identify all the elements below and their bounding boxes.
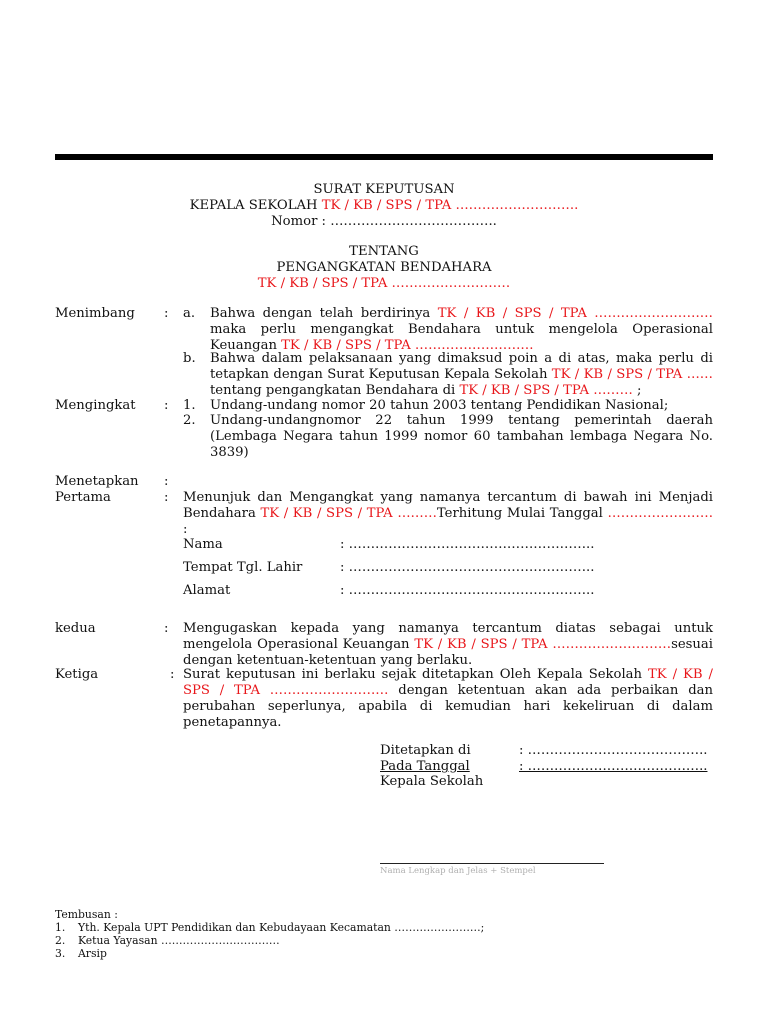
ketiga-part2: dengan ketentuan akan ada perbaikan dan perubahan seperlunya, apabila di kemudian hari kekeliruan di dalam penetapannya.: [183, 683, 713, 730]
mengingat-item-1: Undang-undang nomor 20 tahun 2003 tentang Pendidikan Nasional;: [210, 398, 669, 413]
issuer-text: KEPALA SEKOLAH: [189, 198, 322, 213]
tembusan-title: Tembusan :: [55, 908, 118, 921]
menimbang-a-placeholder2: TK / KB / SPS / TPA ………………………: [281, 338, 534, 353]
tembusan-2-num: 2.: [55, 934, 66, 947]
field-nama-value: : ………………………………………………..: [340, 537, 595, 552]
menimbang-b-text: [210, 351, 713, 399]
tembusan-item-1: Yth. Kepala UPT Pendidikan dan Kebudayaan Kecamatan ……………………;: [78, 921, 485, 934]
menimbang-b-placeholder1: TK / KB / SPS / TPA ……: [551, 367, 713, 382]
mengingat-label: Mengingkat: [55, 398, 136, 413]
pertama-placeholder1: TK / KB / SPS / TPA ………: [260, 506, 437, 521]
kedua-placeholder: TK / KB / SPS / TPA ………………………: [414, 637, 672, 652]
field-ttl-value: : ………………………………………………..: [340, 560, 595, 575]
nomor-line: Nomor : ………………………………..: [271, 214, 497, 229]
field-alamat-value: : ………………………………………………..: [340, 583, 595, 598]
menimbang-b-part1: Bahwa dalam pelaksanaan yang dimaksud poin a di atas, maka perlu di tetapkan dengan Surat Keputusan Kepala Sekolah: [210, 351, 713, 382]
pertama-colon: :: [164, 490, 169, 505]
menimbang-a-placeholder1: TK / KB / SPS / TPA ………………………: [437, 306, 713, 321]
menimbang-a-marker: a.: [183, 306, 196, 321]
field-ttl-label: Tempat Tgl. Lahir: [183, 560, 303, 575]
menimbang-b-part3: ;: [632, 383, 642, 398]
kepala-sekolah-label: Kepala Sekolah: [380, 774, 484, 789]
menimbang-a-part1: Bahwa dengan telah berdirinya: [210, 306, 438, 321]
tembusan-3-num: 3.: [55, 947, 66, 960]
kedua-colon: :: [164, 621, 169, 636]
tanggal-value: : …………………………………..: [519, 759, 708, 774]
signature-caption: Nama Lengkap dan Jelas + Stempel: [380, 866, 536, 876]
pertama-text: [183, 490, 713, 538]
tembusan-item-3: Arsip: [78, 947, 107, 960]
tentang-label: TENTANG: [349, 244, 419, 259]
subject-title: PENGANGKATAN BENDAHARA: [276, 260, 492, 275]
field-alamat-label: Alamat: [183, 583, 231, 598]
mengingat-colon: :: [164, 398, 169, 413]
header-rule: [55, 154, 713, 160]
issuer-placeholder: TK / KB / SPS / TPA ……………………….: [321, 198, 579, 213]
menimbang-label: Menimbang: [55, 306, 135, 321]
pertama-part1: Menunjuk dan Mengangkat yang namanya tercantum di bawah ini Menjadi Bendahara: [183, 490, 713, 521]
menimbang-a-text: [210, 306, 713, 354]
mengingat-item-2: Undang-undangnomor 22 tahun 1999 tentang pemerintah daerah (Lembaga Negara tahun 1999 nomor 60 tambahan lembaga Negara No. 3839): [210, 413, 713, 460]
ketiga-placeholder: TK / KB / SPS / TPA ………………………: [183, 667, 714, 698]
ditetapkan-label: Ditetapkan di: [380, 743, 471, 758]
pertama-label: Pertama: [55, 490, 111, 505]
ditetapkan-value: : …………………………………..: [519, 743, 708, 758]
issuer-line: [0, 198, 768, 214]
ketiga-part1: Surat keputusan ini berlaku sejak ditetapkan Oleh Kepala Sekolah: [183, 667, 649, 682]
tembusan-1-num: 1.: [55, 921, 66, 934]
mengingat-1-marker: 1.: [183, 398, 196, 413]
ketiga-text: [183, 667, 713, 731]
ketiga-label: Ketiga: [55, 667, 99, 682]
subject-placeholder: TK / KB / SPS / TPA ………………………: [257, 276, 511, 291]
pertama-placeholder2: ……………………: [607, 506, 713, 521]
kedua-label: kedua: [55, 621, 96, 636]
document-title: SURAT KEPUTUSAN: [313, 182, 455, 197]
menimbang-b-part2: tentang pengangkatan Bendahara di: [210, 383, 460, 398]
signature-line: [380, 863, 604, 864]
pertama-part3: :: [183, 522, 188, 537]
menetapkan-label: Menetapkan: [55, 474, 139, 489]
menimbang-b-placeholder2: TK / KB / SPS / TPA ………: [459, 383, 633, 398]
menimbang-a-part2: maka perlu mengangkat Bendahara untuk mengelola Operasional Keuangan: [210, 322, 713, 353]
field-nama-label: Nama: [183, 537, 223, 552]
menimbang-b-marker: b.: [183, 351, 196, 366]
tanggal-label: Pada Tanggal: [380, 759, 470, 774]
kedua-text: [183, 621, 713, 669]
menimbang-colon: :: [164, 306, 169, 321]
mengingat-2-marker: 2.: [183, 413, 196, 428]
kedua-part1: Mengugaskan kepada yang namanya tercantum diatas sebagai untuk mengelola Operasional Keuangan: [183, 621, 713, 652]
ketiga-colon: :: [170, 667, 175, 682]
kedua-part2: sesuai dengan ketentuan-ketentuan yang berlaku.: [183, 637, 713, 668]
menetapkan-colon: :: [164, 474, 169, 489]
tembusan-item-2: Ketua Yayasan ……………………………: [78, 934, 280, 947]
pertama-part2: Terhitung Mulai Tanggal: [436, 506, 608, 521]
